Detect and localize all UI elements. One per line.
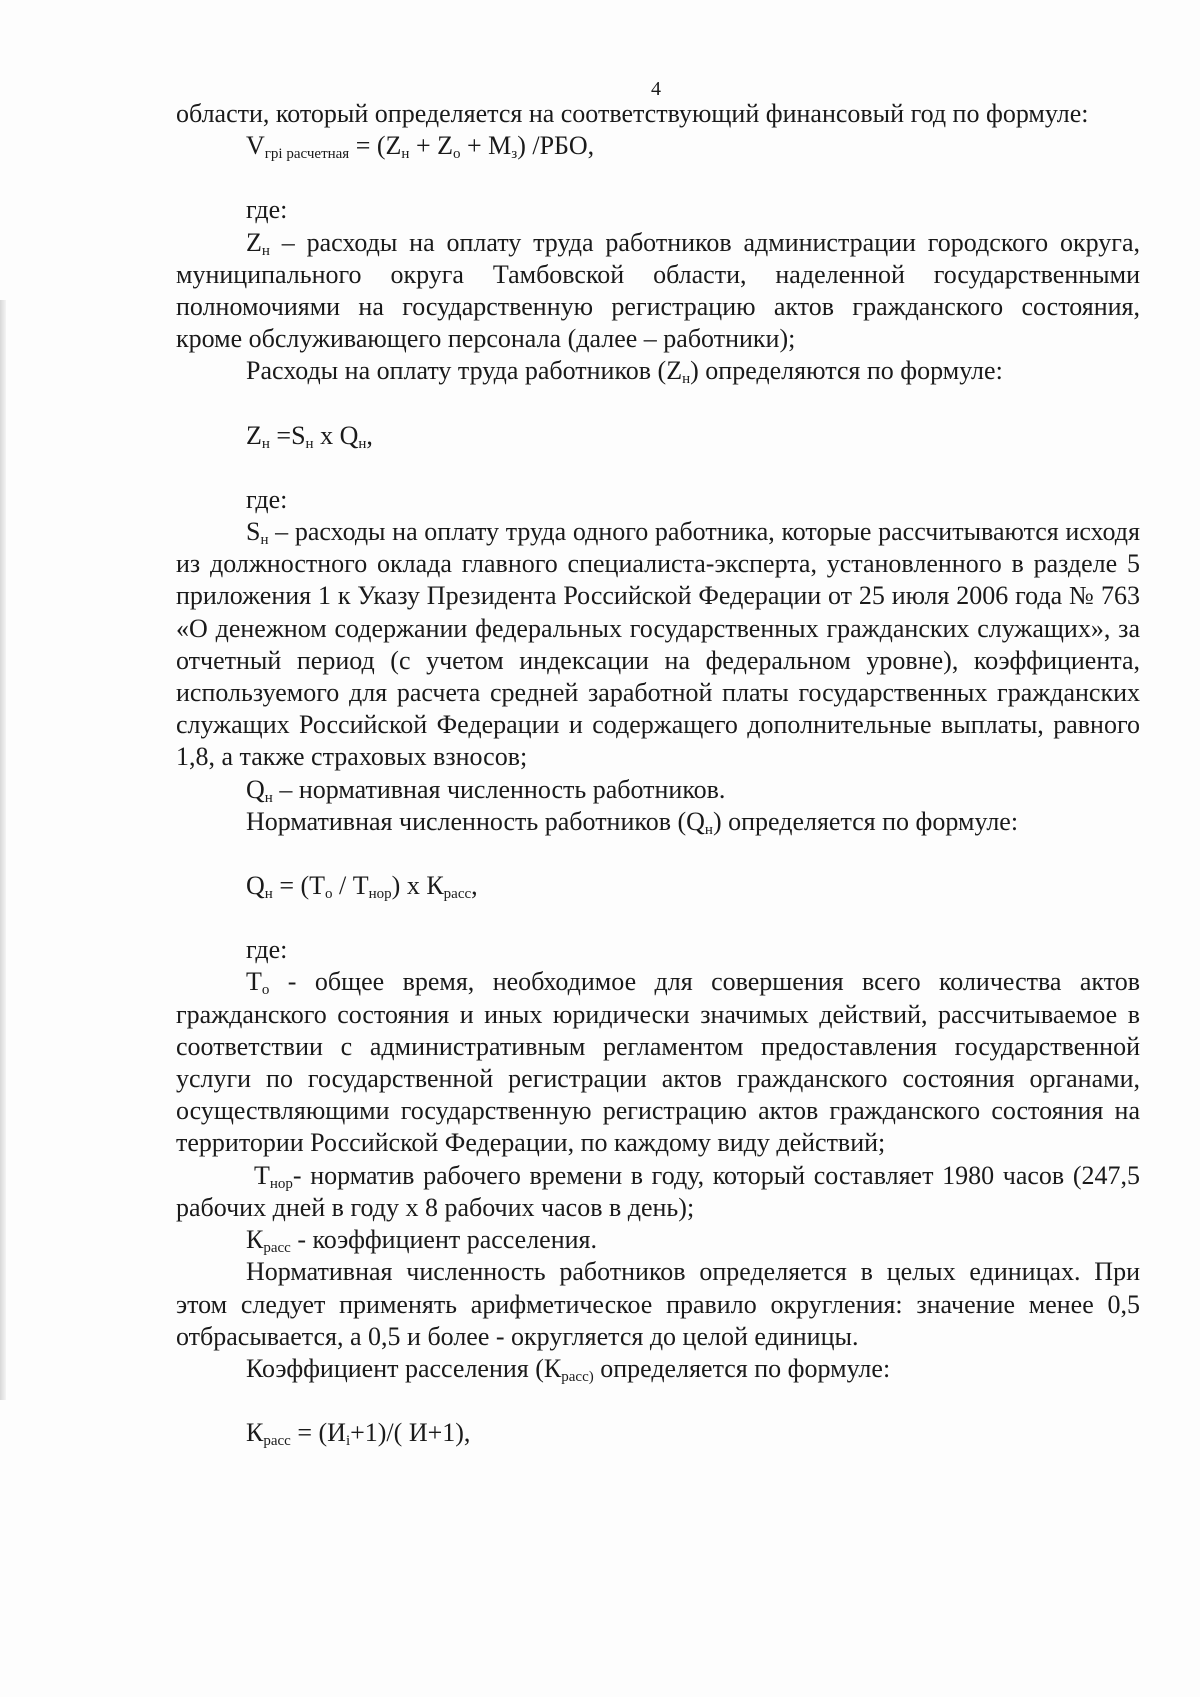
scan-edge-shadow xyxy=(0,300,6,1400)
zn-formula-intro: Расходы на оплату труда работников $(Z_н)$ определяются по формуле: xyxy=(246,356,1003,388)
definition-tnor: $Т_{нор}-$ норматив рабочего времени в году, который составляет 1980 часов (247,5 рабочих дней в году х 8 рабочих часов в день); xyxy=(176,1160,1140,1222)
spacer xyxy=(176,452,1140,484)
spacer xyxy=(176,388,1140,420)
definition-qn: $Q_н$ – нормативная численность работников. xyxy=(246,774,726,806)
formula-zn: $Z_н =S_н$ х $Q_н$, xyxy=(246,420,373,452)
definition-zn: $Z_н$ – расходы на оплату труда работников администрации городского округа, муниципального округа Тамбовской области, наделенной государственными полномочиями на государственную регистрацию актов гражданского состояния, кроме обслуживающего персонала (далее – работники); xyxy=(176,227,1140,354)
spacer xyxy=(176,902,1140,934)
definition-to: $Т_о$ - общее время, необходимое для совершения всего количества актов гражданского состояния и иных юридически значимых действий, рассчитываемое в соответствии с административным регламентом предоставления государственной услуги по государственной регистрации актов гражданского состояния органами, осуществляющими государственную регистрацию актов гражданского состояния на территории Российской Федерации, по каждому виду действий; xyxy=(176,967,1140,1158)
document-body xyxy=(176,98,1140,1449)
formula-v-gri: $V_{грі расчетная} = (Z_н + Z_о + М_з)$ /РБО, xyxy=(246,131,595,163)
definition-sn: $S_н$ – расходы на оплату труда одного работника, которые рассчитываются исходя из должностного оклада главного специалиста-эксперта, установленного в разделе 5 приложения 1 к Указу Президента Российской Федерации от 25 июля 2006 года № 763 «О денежном содержании федеральных государственных гражданских служащих», за отчетный период (с учетом индексации на федеральном уровне), коэффициента, используемого для расчета средней заработной платы государственных гражданских служащих Российской Федерации и содержащего дополнительные выплаты, равного 1,8, а также страховых взносов; xyxy=(176,517,1140,772)
spacer xyxy=(176,1385,1140,1417)
formula-qn: $Q_н = (Т_о / Т_{нор})$ х $К_{расс}$, xyxy=(246,871,478,903)
formula-krass: $К_{расс} = (И_i+1)/$( И+1), xyxy=(246,1418,471,1450)
where-label-3: где: xyxy=(246,935,288,965)
page-number: 4 xyxy=(651,78,661,100)
paragraph-rounding: Нормативная численность работников определяется в целых единицах. При этом следует применять арифметическое правило округления: значение менее 0,5 отбрасывается, а 0,5 и более - округляется до целой единицы. xyxy=(176,1257,1140,1351)
spacer xyxy=(176,838,1140,870)
where-label-2: где: xyxy=(246,484,288,514)
spacer xyxy=(176,162,1140,194)
definition-krass: $К_{расс}$ - коэффициент расселения. xyxy=(246,1225,598,1257)
where-label-1: где: xyxy=(246,195,288,225)
krass-formula-intro: Коэффициент расселения ($К_{расс)}$ определяется по формуле: xyxy=(246,1353,891,1385)
paragraph-intro: области, который определяется на соответствующий финансовый год по формуле: xyxy=(176,99,1089,128)
qn-formula-intro: Нормативная численность работников $(Q_н)$ определяется по формуле: xyxy=(246,806,1019,838)
